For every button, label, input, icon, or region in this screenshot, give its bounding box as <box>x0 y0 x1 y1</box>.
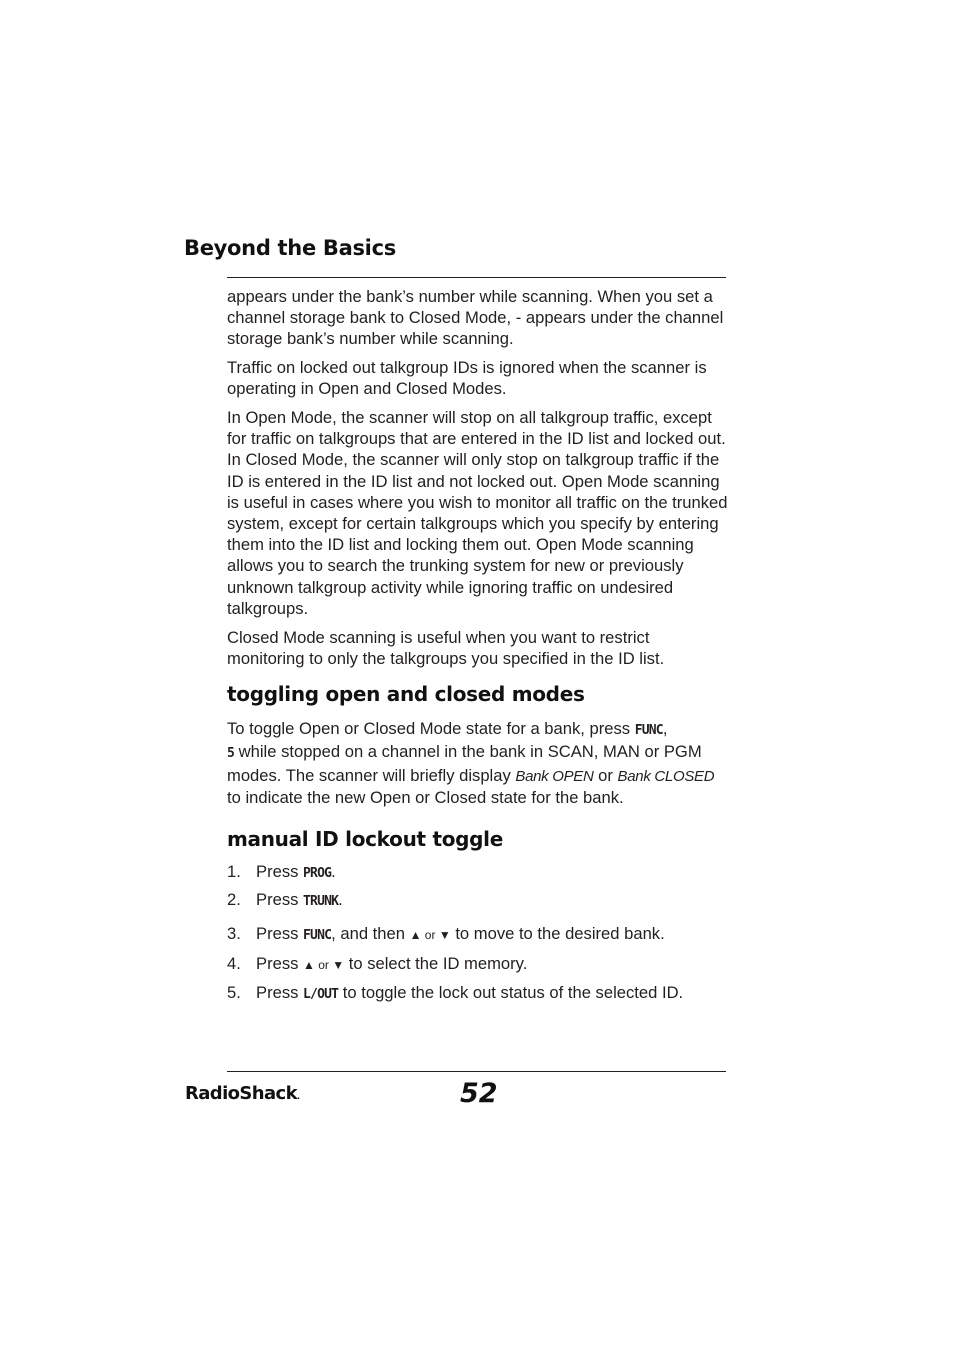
toggle-section-heading: toggling open and closed modes <box>227 681 585 706</box>
step-number: 2. <box>227 890 241 910</box>
key-5: 5 <box>227 746 235 762</box>
page-content <box>227 286 729 1005</box>
step-number: 3. <box>227 924 241 944</box>
func-key: FUNC <box>303 928 332 944</box>
section-title: Beyond the Basics <box>184 236 396 260</box>
toggle-comma: , <box>662 719 668 739</box>
bottom-divider <box>227 1071 726 1072</box>
step-number: 4. <box>227 954 241 974</box>
step-text: Press PROG. <box>256 862 336 882</box>
func-key: FUNC <box>634 723 663 739</box>
paragraph-locked-out-traffic: Traffic on locked out talkgroup IDs is ignored when the scanner is operating in Open and Closed Modes. <box>227 358 707 399</box>
step-text: Press L/OUT to toggle the lock out status of the selected ID. <box>256 983 684 1003</box>
paragraph-closed-mode-indicator: appears under the bank’s number while scanning. When you set a channel storage bank to Closed Mode, - appears under the channel storage bank’s number while scanning. <box>227 287 724 349</box>
toggle-or: or <box>593 765 618 785</box>
list-item <box>227 861 729 889</box>
step-number: 1. <box>227 862 241 882</box>
list-item <box>227 889 729 923</box>
lockout-steps-list <box>227 861 729 1005</box>
step-text: Press TRUNK. <box>256 890 343 910</box>
up-arrow-icon: ▲ <box>409 928 422 943</box>
up-arrow-icon: ▲ <box>303 958 315 973</box>
paragraph-closed-mode: Closed Mode scanning is useful when you want to restrict monitoring to only the talkgroups you specified in the ID list. <box>227 627 665 668</box>
lout-key: L/OUT <box>303 987 339 1003</box>
lcd-bank-open: Bank OPEN <box>515 767 594 785</box>
down-arrow-icon: ▼ <box>438 928 451 943</box>
page-number: 52 <box>460 1078 498 1109</box>
brand-logo: RadioShack. <box>185 1083 300 1104</box>
lockout-section-heading: manual ID lockout toggle <box>227 826 504 851</box>
paragraph-open-mode: In Open Mode, the scanner will stop on all talkgroup traffic, except for traffic on talkgroups that are entered in the ID list and locked out. In Closed Mode, the scanner will only stop on talkgroup traffic if the ID is entered in the ID list and not locked out. Open Mode scanning is useful in cases where you wish to monitor all traffic on the trunked system, except for certain talkgroups which you specify by entering them into the ID list and locking them out. Open Mode scanning allows you to search the trunking system for new or previously unknown talkgroup activity while ignoring traffic on undesired talkgroups. <box>227 408 728 618</box>
list-item <box>227 953 729 982</box>
step-number: 5. <box>227 983 241 1003</box>
trunk-key: TRUNK <box>303 894 339 910</box>
prog-key: PROG <box>303 866 332 882</box>
toggle-text-3: to indicate the new Open or Closed state for the bank. <box>227 787 624 807</box>
list-item <box>227 923 729 953</box>
top-divider <box>227 277 726 278</box>
toggle-text-2: while stopped on a channel in the bank in SCAN, MAN or PGM modes. The scanner will briefly display <box>227 742 702 785</box>
toggle-text-1: To toggle Open or Closed Mode state for a bank, press <box>227 719 635 739</box>
step-text: Press ▲ or ▼ to select the ID memory. <box>256 954 528 974</box>
toggle-section-paragraph <box>227 718 729 808</box>
list-item <box>227 982 729 1005</box>
step-text: Press FUNC, and then ▲ or ▼ to move to the desired bank. <box>256 924 665 944</box>
lcd-bank-closed: Bank CLOSED <box>617 767 715 785</box>
down-arrow-icon: ▼ <box>332 958 345 973</box>
